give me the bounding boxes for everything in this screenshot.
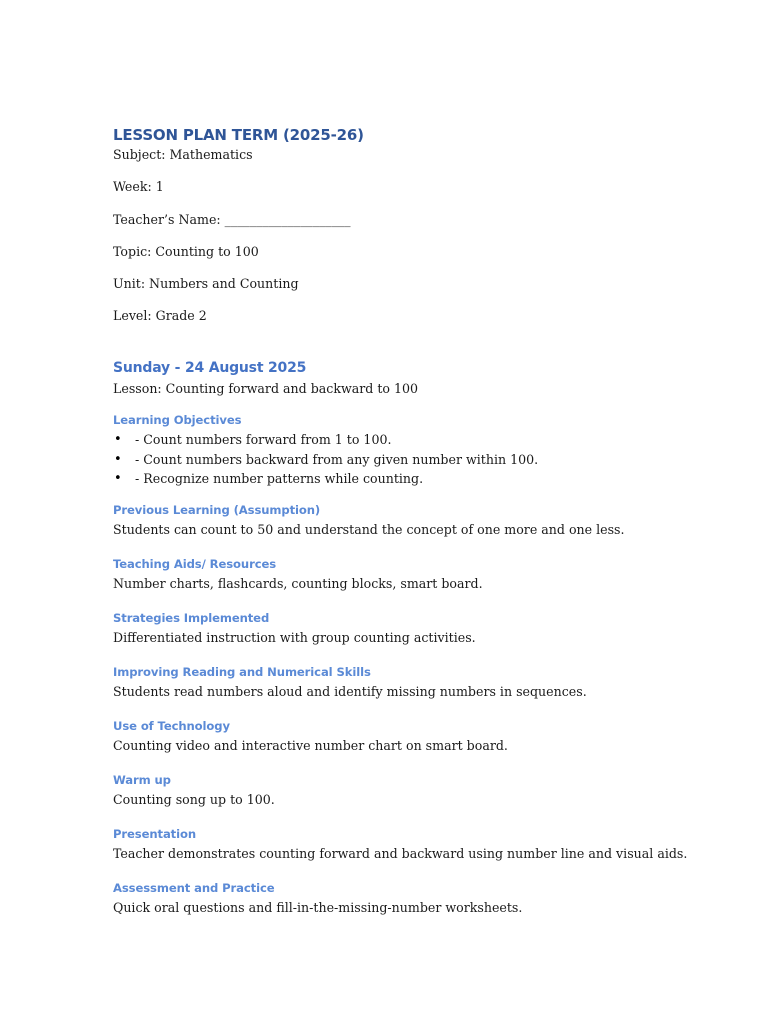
reading-numerical-skills-section xyxy=(113,664,713,701)
section-heading: Presentation xyxy=(113,826,196,841)
section-heading: Previous Learning (Assumption) xyxy=(113,502,321,517)
list-item xyxy=(113,470,713,490)
bullet-icon: • xyxy=(114,432,122,448)
document-content xyxy=(113,124,713,917)
learning-objectives-heading: Learning Objectives xyxy=(113,413,242,428)
strategies-section xyxy=(113,610,713,647)
technology-section xyxy=(113,718,713,755)
section-text: Students read numbers aloud and identify missing numbers in sequences. xyxy=(113,683,587,699)
section-text: Students can count to 50 and understand the concept of one more and one less. xyxy=(113,521,625,537)
section-text: Counting song up to 100. xyxy=(113,791,275,807)
section-text: Quick oral questions and fill-in-the-missing-number worksheets. xyxy=(113,899,523,915)
teacher-name-line: Teacher’s Name: ____________________ xyxy=(113,211,351,227)
objective-text: - Recognize number patterns while counting. xyxy=(135,471,424,487)
objective-text: - Count numbers backward from any given number within 100. xyxy=(135,451,539,467)
previous-learning-section xyxy=(113,502,713,539)
section-text: Differentiated instruction with group counting activities. xyxy=(113,629,476,645)
assessment-section xyxy=(113,880,713,917)
lesson-line: Lesson: Counting forward and backward to 100 xyxy=(113,381,419,397)
section-heading: Teaching Aids/ Resources xyxy=(113,556,277,571)
warm-up-section xyxy=(113,772,713,809)
bullet-icon: • xyxy=(114,451,122,467)
teaching-aids-section xyxy=(113,556,713,593)
list-item xyxy=(113,451,713,471)
section-text: Counting video and interactive number chart on smart board. xyxy=(113,737,508,753)
section-text: Number charts, flashcards, counting blocks, smart board. xyxy=(113,575,483,591)
learning-objectives-list xyxy=(113,431,713,490)
section-heading: Strategies Implemented xyxy=(113,610,270,625)
week-line: Week: 1 xyxy=(113,179,164,195)
section-heading: Improving Reading and Numerical Skills xyxy=(113,664,371,679)
document-title: LESSON PLAN TERM (2025-26) xyxy=(113,126,364,144)
section-text: Teacher demonstrates counting forward and backward using number line and visual aids. xyxy=(113,845,688,861)
objective-text: - Count numbers forward from 1 to 100. xyxy=(135,432,392,448)
bullet-icon: • xyxy=(114,471,122,487)
section-heading: Use of Technology xyxy=(113,718,230,733)
topic-line: Topic: Counting to 100 xyxy=(113,243,259,259)
subject-line: Subject: Mathematics xyxy=(113,147,253,162)
section-heading: Assessment and Practice xyxy=(113,880,275,895)
lesson-meta xyxy=(113,146,713,325)
day-heading: Sunday - 24 August 2025 xyxy=(113,360,307,377)
unit-line: Unit: Numbers and Counting xyxy=(113,276,299,292)
section-heading: Warm up xyxy=(113,772,171,787)
list-item xyxy=(113,431,713,451)
presentation-section xyxy=(113,826,713,863)
level-line: Level: Grade 2 xyxy=(113,308,207,324)
